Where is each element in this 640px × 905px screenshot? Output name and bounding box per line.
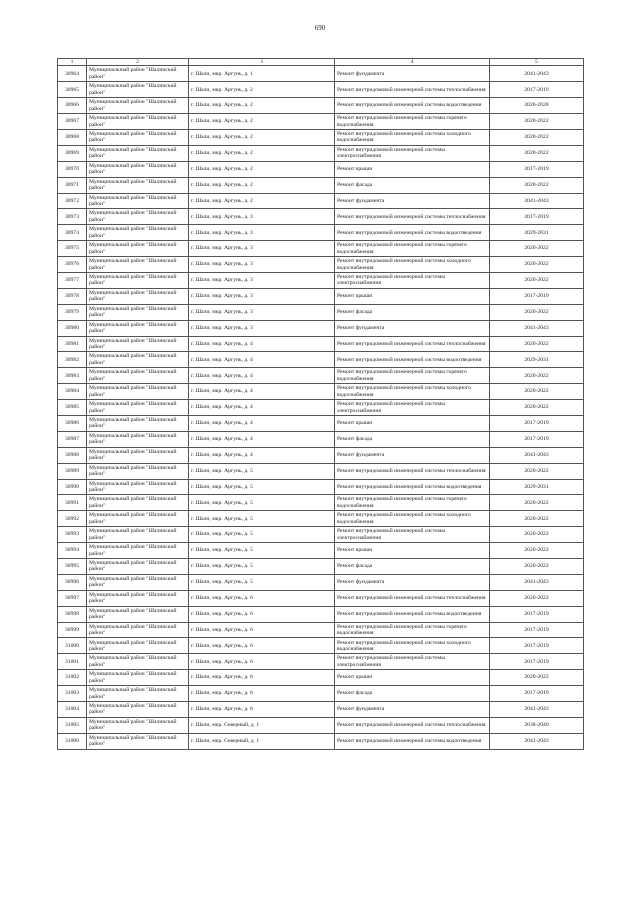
work-type-cell: Ремонт фундамента <box>335 574 490 590</box>
term-cell: 2029-2031 <box>490 352 584 368</box>
work-type-cell: Ремонт фасада <box>335 686 490 702</box>
table-row <box>58 145 584 161</box>
district-cell: Муниципальный район "Шалинский район" <box>87 98 189 114</box>
address-cell: г. Шали, мкр. Аргунь, д. 4 <box>189 447 335 463</box>
row-number: 30980 <box>58 320 87 336</box>
work-type-cell: Ремонт фасада <box>335 304 490 320</box>
district-cell: Муниципальный район "Шалинский район" <box>87 129 189 145</box>
term-cell: 2017-2019 <box>490 288 584 304</box>
address-cell: г. Шали, мкр. Аргунь, д. 2 <box>189 145 335 161</box>
row-number: 30979 <box>58 304 87 320</box>
table-row <box>58 336 584 352</box>
address-cell: г. Шали, мкр. Аргунь, д. 5 <box>189 463 335 479</box>
term-cell: 2020-2022 <box>490 511 584 527</box>
table-row <box>58 400 584 416</box>
row-number: 30969 <box>58 145 87 161</box>
district-cell: Муниципальный район "Шалинский район" <box>87 670 189 686</box>
work-type-cell: Ремонт внутридомовой инженерной системы холодного водоснабжения <box>335 638 490 654</box>
address-cell: г. Шали, мкр. Аргунь, д. 3 <box>189 320 335 336</box>
term-cell: 2029-2031 <box>490 225 584 241</box>
term-cell: 2020-2022 <box>490 400 584 416</box>
address-cell: г. Шали, мкр. Аргунь, д. 5 <box>189 495 335 511</box>
term-cell: 2020-2022 <box>490 527 584 543</box>
work-type-cell: Ремонт внутридомовой инженерной системы горячего водоснабжения <box>335 495 490 511</box>
work-type-cell: Ремонт внутридомовой инженерной системы теплоснабжения <box>335 590 490 606</box>
row-number: 30983 <box>58 368 87 384</box>
district-cell: Муниципальный район "Шалинский район" <box>87 145 189 161</box>
term-cell: 2041-2043 <box>490 193 584 209</box>
term-cell: 2020-2022 <box>490 336 584 352</box>
work-type-cell: Ремонт крыши <box>335 416 490 432</box>
term-cell: 2041-2043 <box>490 574 584 590</box>
term-cell: 2020-2022 <box>490 543 584 559</box>
work-type-cell: Ремонт внутридомовой инженерной системы холодного водоснабжения <box>335 129 490 145</box>
term-cell: 2038-2040 <box>490 717 584 733</box>
table-row <box>58 241 584 257</box>
table-row <box>58 225 584 241</box>
district-cell: Муниципальный район "Шалинский район" <box>87 320 189 336</box>
table-row <box>58 416 584 432</box>
address-cell: г. Шали, мкр. Аргунь, д. 6 <box>189 638 335 654</box>
row-number: 30971 <box>58 177 87 193</box>
table-row <box>58 257 584 273</box>
table-row <box>58 129 584 145</box>
work-type-cell: Ремонт внутридомовой инженерной системы водоотведения <box>335 352 490 368</box>
work-type-cell: Ремонт крыши <box>335 543 490 559</box>
row-number: 30996 <box>58 574 87 590</box>
address-cell: г. Шали, мкр. Аргунь, д. 4 <box>189 368 335 384</box>
column-number-4: 4 <box>335 59 490 66</box>
district-cell: Муниципальный район "Шалинский район" <box>87 336 189 352</box>
district-cell: Муниципальный район "Шалинский район" <box>87 400 189 416</box>
table-row <box>58 82 584 98</box>
work-type-cell: Ремонт фасада <box>335 559 490 575</box>
term-cell: 2017-2019 <box>490 638 584 654</box>
district-cell: Муниципальный район "Шалинский район" <box>87 463 189 479</box>
work-type-cell: Ремонт внутридомовой инженерной системы холодного водоснабжения <box>335 511 490 527</box>
work-type-cell: Ремонт внутридомовой инженерной системы водоотведения <box>335 733 490 749</box>
work-type-cell: Ремонт внутридомовой инженерной системы горячего водоснабжения <box>335 368 490 384</box>
address-cell: г. Шали, мкр. Аргунь, д. 3 <box>189 241 335 257</box>
address-cell: г. Шали, мкр. Аргунь, д. 2 <box>189 98 335 114</box>
address-cell: г. Шали, мкр. Аргунь, д. 6 <box>189 702 335 718</box>
work-type-cell: Ремонт внутридомовой инженерной системы электроснабжения <box>335 527 490 543</box>
district-cell: Муниципальный район "Шалинский район" <box>87 733 189 749</box>
table-row <box>58 209 584 225</box>
work-type-cell: Ремонт внутридомовой инженерной системы горячего водоснабжения <box>335 114 490 130</box>
table-row <box>58 654 584 670</box>
district-cell: Муниципальный район "Шалинский район" <box>87 527 189 543</box>
address-cell: г. Шали, мкр. Аргунь, д. 2 <box>189 177 335 193</box>
district-cell: Муниципальный район "Шалинский район" <box>87 209 189 225</box>
term-cell: 2020-2022 <box>490 463 584 479</box>
district-cell: Муниципальный район "Шалинский район" <box>87 368 189 384</box>
district-cell: Муниципальный район "Шалинский район" <box>87 654 189 670</box>
table-row <box>58 177 584 193</box>
table-row <box>58 606 584 622</box>
table-row <box>58 733 584 749</box>
column-number-2: 2 <box>87 59 189 66</box>
row-number: 30966 <box>58 98 87 114</box>
page-number: 690 <box>314 24 326 32</box>
row-number: 30998 <box>58 606 87 622</box>
row-number: 30990 <box>58 479 87 495</box>
table-row <box>58 638 584 654</box>
row-number: 31003 <box>58 686 87 702</box>
row-number: 30964 <box>58 66 87 82</box>
address-cell: г. Шали, мкр. Аргунь, д. 3 <box>189 225 335 241</box>
term-cell: 2020-2022 <box>490 272 584 288</box>
address-cell: г. Шали, мкр. Аргунь, д. 6 <box>189 590 335 606</box>
row-number: 30985 <box>58 400 87 416</box>
table-row <box>58 431 584 447</box>
table-row <box>58 384 584 400</box>
work-type-cell: Ремонт внутридомовой инженерной системы холодного водоснабжения <box>335 384 490 400</box>
work-type-cell: Ремонт фундамента <box>335 66 490 82</box>
address-cell: г. Шали, мкр. Аргунь, д. 6 <box>189 622 335 638</box>
address-cell: г. Шали, мкр. Аргунь, д. 5 <box>189 543 335 559</box>
work-type-cell: Ремонт внутридомовой инженерной системы теплоснабжения <box>335 82 490 98</box>
row-number: 31004 <box>58 702 87 718</box>
row-number: 30987 <box>58 431 87 447</box>
district-cell: Муниципальный район "Шалинский район" <box>87 447 189 463</box>
address-cell: г. Шали, мкр. Аргунь, д. 3 <box>189 288 335 304</box>
district-cell: Муниципальный район "Шалинский район" <box>87 114 189 130</box>
term-cell: 2026-2028 <box>490 98 584 114</box>
term-cell: 2020-2022 <box>490 241 584 257</box>
district-cell: Муниципальный район "Шалинский район" <box>87 622 189 638</box>
address-cell: г. Шали, мкр. Аргунь, д. 5 <box>189 527 335 543</box>
row-number: 30965 <box>58 82 87 98</box>
work-type-cell: Ремонт внутридомовой инженерной системы водоотведения <box>335 479 490 495</box>
term-cell: 2020-2022 <box>490 495 584 511</box>
row-number: 30984 <box>58 384 87 400</box>
table-row <box>58 495 584 511</box>
work-type-cell: Ремонт крыши <box>335 288 490 304</box>
row-number: 30986 <box>58 416 87 432</box>
table-row <box>58 320 584 336</box>
row-number: 30975 <box>58 241 87 257</box>
work-type-cell: Ремонт внутридомовой инженерной системы водоотведения <box>335 98 490 114</box>
table-row <box>58 511 584 527</box>
address-cell: г. Шали, мкр. Аргунь, д. 2 <box>189 82 335 98</box>
district-cell: Муниципальный район "Шалинский район" <box>87 416 189 432</box>
district-cell: Муниципальный район "Шалинский район" <box>87 384 189 400</box>
term-cell: 2020-2022 <box>490 114 584 130</box>
table-row <box>58 527 584 543</box>
work-type-cell: Ремонт внутридомовой инженерной системы теплоснабжения <box>335 336 490 352</box>
district-cell: Муниципальный район "Шалинский район" <box>87 193 189 209</box>
address-cell: г. Шали, мкр. Аргунь, д. 4 <box>189 416 335 432</box>
table-row <box>58 193 584 209</box>
district-cell: Муниципальный район "Шалинский район" <box>87 225 189 241</box>
table-row <box>58 463 584 479</box>
term-cell: 2017-2019 <box>490 82 584 98</box>
address-cell: г. Шали, мкр. Аргунь, д. 2 <box>189 161 335 177</box>
term-cell: 2017-2019 <box>490 606 584 622</box>
work-type-cell: Ремонт внутридомовой инженерной системы холодного водоснабжения <box>335 257 490 273</box>
row-number: 30991 <box>58 495 87 511</box>
table-row <box>58 622 584 638</box>
district-cell: Муниципальный район "Шалинский район" <box>87 257 189 273</box>
term-cell: 2020-2022 <box>490 129 584 145</box>
address-cell: г. Шали, мкр. Аргунь, д. 4 <box>189 431 335 447</box>
district-cell: Муниципальный район "Шалинский район" <box>87 431 189 447</box>
row-number: 31002 <box>58 670 87 686</box>
address-cell: г. Шали, мкр. Аргунь, д. 6 <box>189 686 335 702</box>
work-type-cell: Ремонт внутридомовой инженерной системы горячего водоснабжения <box>335 622 490 638</box>
address-cell: г. Шали, мкр. Аргунь, д. 6 <box>189 670 335 686</box>
table-row <box>58 272 584 288</box>
term-cell: 2020-2022 <box>490 559 584 575</box>
row-number: 30997 <box>58 590 87 606</box>
term-cell: 2041-2043 <box>490 733 584 749</box>
table-row <box>58 114 584 130</box>
term-cell: 2017-2019 <box>490 686 584 702</box>
work-type-cell: Ремонт фундамента <box>335 447 490 463</box>
work-type-cell: Ремонт внутридомовой инженерной системы электроснабжения <box>335 272 490 288</box>
table-row <box>58 702 584 718</box>
row-number: 30970 <box>58 161 87 177</box>
table-row <box>58 98 584 114</box>
table-row <box>58 479 584 495</box>
address-cell: г. Шали, мкр. Аргунь, д. 3 <box>189 304 335 320</box>
term-cell: 2017-2019 <box>490 654 584 670</box>
district-cell: Муниципальный район "Шалинский район" <box>87 177 189 193</box>
table-row <box>58 368 584 384</box>
district-cell: Муниципальный район "Шалинский район" <box>87 495 189 511</box>
table-row <box>58 670 584 686</box>
table-row <box>58 686 584 702</box>
table-row <box>58 447 584 463</box>
column-number-1: 1 <box>58 59 87 66</box>
address-cell: г. Шали, мкр. Аргунь, д. 5 <box>189 574 335 590</box>
table-row <box>58 543 584 559</box>
registry-table <box>57 58 584 750</box>
district-cell: Муниципальный район "Шалинский район" <box>87 511 189 527</box>
term-cell: 2029-2031 <box>490 479 584 495</box>
district-cell: Муниципальный район "Шалинский район" <box>87 241 189 257</box>
district-cell: Муниципальный район "Шалинский район" <box>87 288 189 304</box>
table-row <box>58 717 584 733</box>
district-cell: Муниципальный район "Шалинский район" <box>87 161 189 177</box>
district-cell: Муниципальный район "Шалинский район" <box>87 479 189 495</box>
work-type-cell: Ремонт крыши <box>335 161 490 177</box>
address-cell: г. Шали, мкр. Аргунь, д. 4 <box>189 336 335 352</box>
address-cell: г. Шали, мкр. Аргунь, д. 6 <box>189 606 335 622</box>
work-type-cell: Ремонт фасада <box>335 177 490 193</box>
row-number: 30992 <box>58 511 87 527</box>
term-cell: 2020-2022 <box>490 177 584 193</box>
row-number: 30989 <box>58 463 87 479</box>
row-number: 30976 <box>58 257 87 273</box>
row-number: 30999 <box>58 622 87 638</box>
row-number: 30982 <box>58 352 87 368</box>
district-cell: Муниципальный район "Шалинский район" <box>87 686 189 702</box>
district-cell: Муниципальный район "Шалинский район" <box>87 543 189 559</box>
district-cell: Муниципальный район "Шалинский район" <box>87 352 189 368</box>
term-cell: 2020-2022 <box>490 590 584 606</box>
column-number-row <box>58 59 584 66</box>
row-number: 30978 <box>58 288 87 304</box>
table-row <box>58 161 584 177</box>
district-cell: Муниципальный район "Шалинский район" <box>87 559 189 575</box>
district-cell: Муниципальный район "Шалинский район" <box>87 82 189 98</box>
term-cell: 2020-2022 <box>490 145 584 161</box>
term-cell: 2017-2019 <box>490 431 584 447</box>
address-cell: г. Шали, мкр. Аргунь, д. 5 <box>189 479 335 495</box>
address-cell: г. Шали, мкр. Аргунь, д. 4 <box>189 400 335 416</box>
table-row <box>58 574 584 590</box>
work-type-cell: Ремонт внутридомовой инженерной системы теплоснабжения <box>335 717 490 733</box>
row-number: 31006 <box>58 733 87 749</box>
work-type-cell: Ремонт крыши <box>335 670 490 686</box>
term-cell: 2041-2043 <box>490 66 584 82</box>
address-cell: г. Шали, мкр. Аргунь, д. 1 <box>189 66 335 82</box>
row-number: 30994 <box>58 543 87 559</box>
work-type-cell: Ремонт внутридомовой инженерной системы горячего водоснабжения <box>335 241 490 257</box>
row-number: 30988 <box>58 447 87 463</box>
row-number: 31005 <box>58 717 87 733</box>
row-number: 30972 <box>58 193 87 209</box>
work-type-cell: Ремонт фундамента <box>335 320 490 336</box>
column-number-3: 3 <box>189 59 335 66</box>
district-cell: Муниципальный район "Шалинский район" <box>87 606 189 622</box>
row-number: 31000 <box>58 638 87 654</box>
table-row <box>58 66 584 82</box>
work-type-cell: Ремонт внутридомовой инженерной системы электроснабжения <box>335 654 490 670</box>
work-type-cell: Ремонт внутридомовой инженерной системы водоотведения <box>335 606 490 622</box>
work-type-cell: Ремонт фундамента <box>335 702 490 718</box>
district-cell: Муниципальный район "Шалинский район" <box>87 272 189 288</box>
term-cell: 2017-2019 <box>490 622 584 638</box>
term-cell: 2041-2043 <box>490 702 584 718</box>
term-cell: 2020-2022 <box>490 257 584 273</box>
term-cell: 2020-2022 <box>490 384 584 400</box>
address-cell: г. Шали, мкр. Северный, д. 1 <box>189 733 335 749</box>
address-cell: г. Шали, мкр. Северный, д. 1 <box>189 717 335 733</box>
term-cell: 2017-2019 <box>490 416 584 432</box>
address-cell: г. Шали, мкр. Аргунь, д. 3 <box>189 209 335 225</box>
work-type-cell: Ремонт фасада <box>335 431 490 447</box>
work-type-cell: Ремонт внутридомовой инженерной системы теплоснабжения <box>335 463 490 479</box>
district-cell: Муниципальный район "Шалинский район" <box>87 702 189 718</box>
table-row <box>58 352 584 368</box>
work-type-cell: Ремонт внутридомовой инженерной системы электроснабжения <box>335 145 490 161</box>
work-type-cell: Ремонт внутридомовой инженерной системы электроснабжения <box>335 400 490 416</box>
district-cell: Муниципальный район "Шалинский район" <box>87 304 189 320</box>
work-type-cell: Ремонт фундамента <box>335 193 490 209</box>
row-number: 30974 <box>58 225 87 241</box>
address-cell: г. Шали, мкр. Аргунь, д. 4 <box>189 384 335 400</box>
term-cell: 2020-2022 <box>490 670 584 686</box>
district-cell: Муниципальный район "Шалинский район" <box>87 590 189 606</box>
address-cell: г. Шали, мкр. Аргунь, д. 3 <box>189 272 335 288</box>
row-number: 30973 <box>58 209 87 225</box>
row-number: 30968 <box>58 129 87 145</box>
address-cell: г. Шали, мкр. Аргунь, д. 2 <box>189 129 335 145</box>
address-cell: г. Шали, мкр. Аргунь, д. 5 <box>189 559 335 575</box>
district-cell: Муниципальный район "Шалинский район" <box>87 638 189 654</box>
row-number: 31001 <box>58 654 87 670</box>
row-number: 30967 <box>58 114 87 130</box>
district-cell: Муниципальный район "Шалинский район" <box>87 66 189 82</box>
address-cell: г. Шали, мкр. Аргунь, д. 4 <box>189 352 335 368</box>
table-row <box>58 304 584 320</box>
term-cell: 2020-2022 <box>490 368 584 384</box>
registry-rows <box>58 66 584 749</box>
term-cell: 2041-2043 <box>490 320 584 336</box>
address-cell: г. Шали, мкр. Аргунь, д. 6 <box>189 654 335 670</box>
row-number: 30981 <box>58 336 87 352</box>
address-cell: г. Шали, мкр. Аргунь, д. 2 <box>189 193 335 209</box>
term-cell: 2041-2043 <box>490 447 584 463</box>
table-row <box>58 590 584 606</box>
table-row <box>58 559 584 575</box>
address-cell: г. Шали, мкр. Аргунь, д. 5 <box>189 511 335 527</box>
term-cell: 2017-2019 <box>490 161 584 177</box>
district-cell: Муниципальный район "Шалинский район" <box>87 574 189 590</box>
address-cell: г. Шали, мкр. Аргунь, д. 3 <box>189 257 335 273</box>
row-number: 30993 <box>58 527 87 543</box>
column-number-5: 5 <box>490 59 584 66</box>
work-type-cell: Ремонт внутридомовой инженерной системы теплоснабжения <box>335 209 490 225</box>
address-cell: г. Шали, мкр. Аргунь, д. 2 <box>189 114 335 130</box>
row-number: 30977 <box>58 272 87 288</box>
row-number: 30995 <box>58 559 87 575</box>
term-cell: 2020-2022 <box>490 304 584 320</box>
work-type-cell: Ремонт внутридомовой инженерной системы водоотведения <box>335 225 490 241</box>
term-cell: 2017-2019 <box>490 209 584 225</box>
table-row <box>58 288 584 304</box>
district-cell: Муниципальный район "Шалинский район" <box>87 717 189 733</box>
